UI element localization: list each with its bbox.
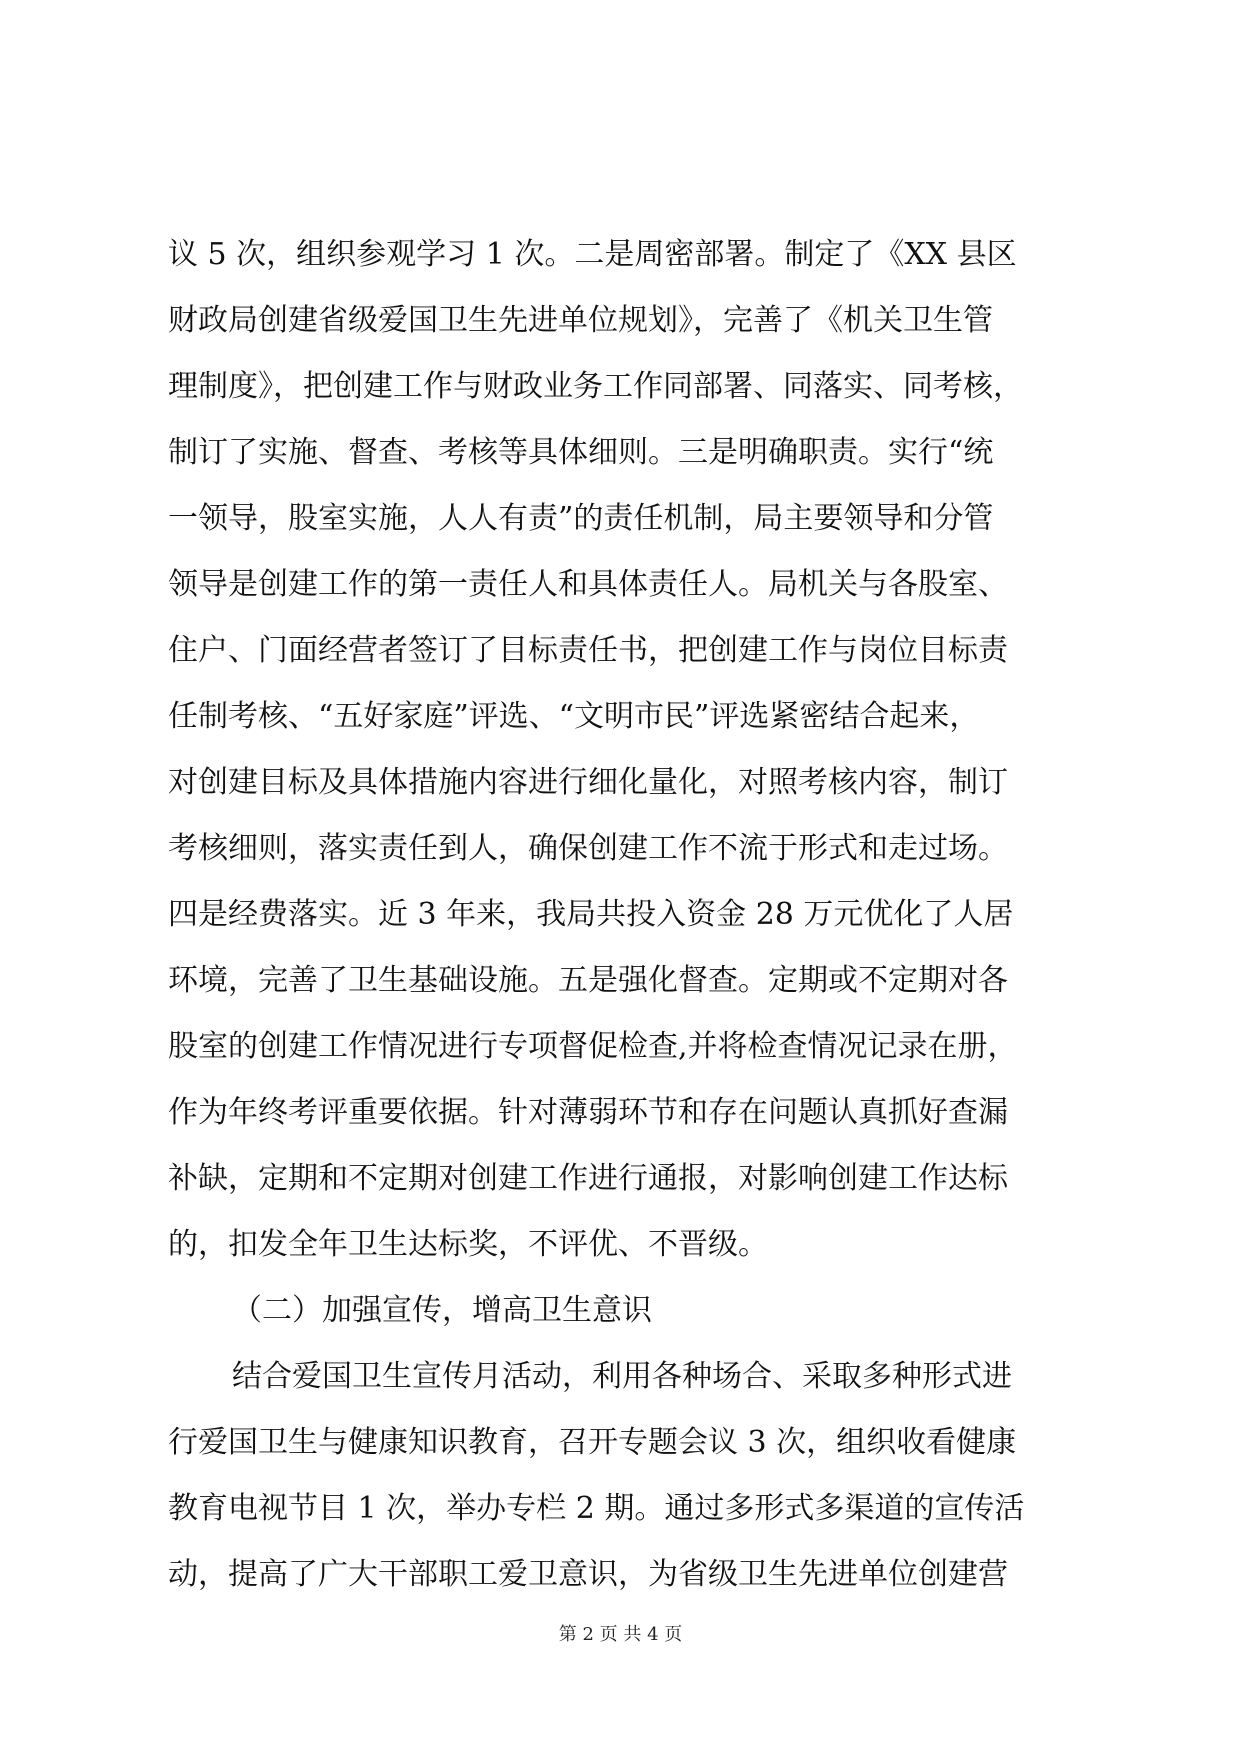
section-heading: （二）加强宣传，增高卫生意识 xyxy=(232,1293,652,1328)
body-text xyxy=(168,222,1084,1608)
text-line: 动，提高了广大干部职工爱卫意识，为省级卫生先进单位创建营 xyxy=(168,1557,1008,1592)
text-line: 股室的创建工作情况进行专项督促检查,并将检查情况记录在册， xyxy=(168,1029,1018,1064)
text-line: 领导是创建工作的第一责任人和具体责任人。局机关与各股室、 xyxy=(168,567,1008,602)
text-line: 考核细则，落实责任到人，确保创建工作不流于形式和走过场。 xyxy=(168,831,1008,866)
text-line: 议 5 次，组织参观学习 1 次。二是周密部署。制定了《XX 县区 xyxy=(168,237,1017,272)
text-line: 理制度》，把创建工作与财政业务工作同部署、同落实、同考核， xyxy=(168,369,1023,404)
text-line: 住户、门面经营者签订了目标责任书，把创建工作与岗位目标责 xyxy=(168,633,1008,668)
text-line: 的，扣发全年卫生达标奖，不评优、不晋级。 xyxy=(168,1227,768,1262)
text-line: 制订了实施、督查、考核等具体细则。三是明确职责。实行“统 xyxy=(168,435,994,470)
text-line: 环境，完善了卫生基础设施。五是强化督查。定期或不定期对各 xyxy=(168,963,1008,998)
text-line: 补缺，定期和不定期对创建工作进行通报，对影响创建工作达标 xyxy=(168,1161,1008,1196)
text-line: 财政局创建省级爱国卫生先进单位规划》，完善了《机关卫生管 xyxy=(168,303,993,338)
text-line: 一领导，股室实施，人人有责”的责任机制，局主要领导和分管 xyxy=(168,501,994,536)
page-indicator: 第 2 页 共 4 页 xyxy=(558,1624,683,1645)
text-line: 结合爱国卫生宣传月活动，利用各种场合、采取多种形式进 xyxy=(232,1359,1012,1394)
text-line: 教育电视节目 1 次，举办专栏 2 期。通过多形式多渠道的宣传活 xyxy=(168,1491,1025,1526)
text-line: 行爱国卫生与健康知识教育，召开专题会议 3 次，组织收看健康 xyxy=(168,1425,1017,1460)
text-line: 作为年终考评重要依据。针对薄弱环节和存在问题认真抓好查漏 xyxy=(168,1095,1008,1130)
text-line: 四是经费落实。近 3 年来，我局共投入资金 28 万元优化了人居 xyxy=(168,897,1014,932)
text-line: 任制考核、“五好家庭”评选、“文明市民”评选紧密结合起来， xyxy=(168,699,980,734)
page-footer xyxy=(0,1620,1241,1646)
text-line: 对创建目标及具体措施内容进行细化量化，对照考核内容，制订 xyxy=(168,765,1008,800)
